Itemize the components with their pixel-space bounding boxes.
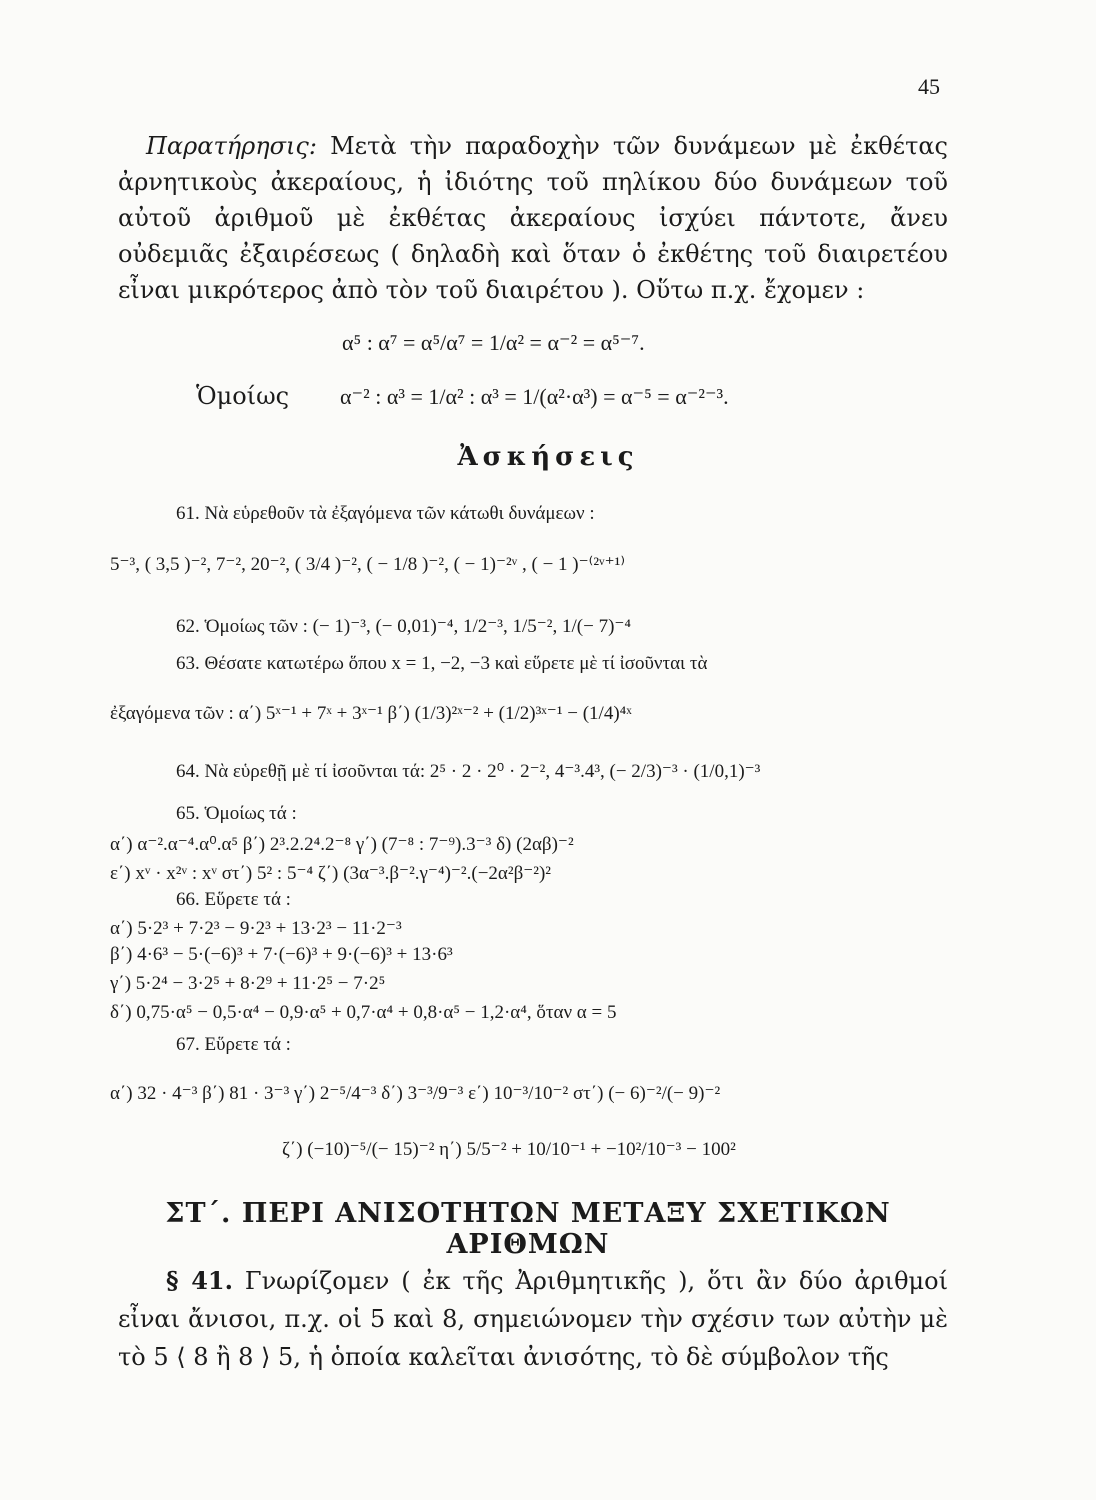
section-title: ΣΤ΄. ΠΕΡΙ ΑΝΙΣΟΤΗΤΩΝ ΜΕΤΑΞΥ ΣΧΕΤΙΚΩΝ ΑΡΙΘΜΩΝ — [165, 1198, 891, 1260]
exercises-heading: Ἀσκήσεις — [457, 442, 639, 472]
remark-paragraph — [118, 128, 948, 308]
remark-text: Μετὰ τὴν παραδοχὴν τῶν δυνάμεων μὲ ἐκθέτας ἀρνητικοὺς ἀκεραίους, ἡ ἰδιότης τοῦ πηλίκου δύο δυνάμεων τοῦ αὐτοῦ ἀριθμοῦ μὲ ἐκθέτας ἀκεραίους ἰσχύει πάντοτε, ἄνευ οὐδεμιᾶς ἐξαιρέσεως ( δηλαδὴ καὶ ὅταν ὁ ἐκθέτης τοῦ διαιρετέου εἶναι μικρότερος ἀπὸ τὸν τοῦ διαιρέτου ). Οὕτω π.χ. ἔχομεν : — [118, 132, 948, 304]
formula-similarly-label: Ὁμοίως — [196, 382, 290, 410]
exercise-66-a: α΄) 5·2³ + 7·2³ − 9·2³ + 13·2³ − 11·2⁻³ — [110, 918, 402, 939]
exercise-65-row-1: α΄) α⁻².α⁻⁴.α⁰.α⁵ β΄) 2³.2.2⁴.2⁻⁸ γ΄) (7⁻⁸ : 7⁻⁹).3⁻³ δ) (2αβ)⁻² — [110, 834, 574, 855]
exercise-62: 62. Ὁμοίως τῶν : (− 1)⁻³, (− 0,01)⁻⁴, 1/2⁻³, 1/5⁻², 1/(− 7)⁻⁴ — [176, 616, 632, 637]
exercise-67-row-1: α΄) 32 · 4⁻³ β΄) 81 · 3⁻³ γ΄) 2⁻⁵/4⁻³ δ΄) 3⁻³/9⁻³ ε΄) 10⁻³/10⁻² στ΄) (− 6)⁻²/(− 9)⁻² — [110, 1083, 721, 1104]
exercise-61-items: 5⁻³, ( 3,5 )⁻², 7⁻², 20⁻², ( 3/4 )⁻², ( − 1/8 )⁻², ( − 1)⁻²ᵛ , ( − 1 )⁻⁽²ᵛ⁺¹⁾ — [110, 554, 626, 575]
exercise-65-row-2: ε΄) xᵛ · x²ᵛ : xᵛ στ΄) 5² : 5⁻⁴ ζ΄) (3α⁻³.β⁻².γ⁻⁴)⁻².(−2α²β⁻²)² — [110, 863, 551, 884]
exercise-67: 67. Εὕρετε τά : — [176, 1034, 291, 1055]
section-text: Γνωρίζομεν ( ἐκ τῆς Ἀριθμητικῆς ), ὅτι ἂν δύο ἀριθμοί εἶναι ἄνισοι, π.χ. οἱ 5 καὶ 8, σημειώνομεν τὴν σχέσιν των αὐτὴν μὲ τὸ 5 ⟨ 8 ἢ 8 ⟩ 5, ἡ ὁποία καλεῖται ἀνισότης, τὸ δὲ σύμβολον τῆς — [118, 1267, 948, 1371]
exercise-66-b: β΄) 4·6³ − 5·(−6)³ + 7·(−6)³ + 9·(−6)³ + 13·6³ — [110, 944, 453, 965]
exercise-61: 61. Νὰ εὑρεθοῦν τὰ ἐξαγόμενα τῶν κάτωθι δυνάμεων : — [176, 503, 595, 524]
exercise-63: 63. Θέσατε κατωτέρω ὅπου x = 1, −2, −3 καὶ εὕρετε μὲ τί ἰσοῦνται τὰ — [176, 653, 708, 674]
page-number: 45 — [918, 74, 940, 99]
exercise-64: 64. Νὰ εὑρεθῇ μὲ τί ἰσοῦνται τά: 2⁵ · 2 · 2⁰ · 2⁻², 4⁻³.4³, (− 2/3)⁻³ · (1/0,1)⁻³ — [176, 761, 761, 782]
section-paragraph — [118, 1262, 948, 1376]
exercise-65: 65. Ὁμοίως τά : — [176, 803, 297, 824]
formula-similarly: α⁻² : α³ = 1/α² : α³ = 1/(α²·α³) = α⁻⁵ = α⁻²⁻³. — [340, 384, 729, 409]
formula-quotient: α⁵ : α⁷ = α⁵/α⁷ = 1/α² = α⁻² = α⁵⁻⁷. — [342, 330, 645, 355]
exercise-67-row-2: ζ΄) (−10)⁻⁵/(− 15)⁻² η΄) 5/5⁻² + 10/10⁻¹ + −10²/10⁻³ − 100² — [282, 1139, 736, 1160]
exercise-66: 66. Εὕρετε τά : — [176, 889, 291, 910]
exercise-66-d: δ΄) 0,75·α⁵ − 0,5·α⁴ − 0,9·α⁵ + 0,7·α⁴ + 0,8·α⁵ − 1,2·α⁴, ὅταν α = 5 — [110, 1002, 617, 1023]
exercise-66-c: γ΄) 5·2⁴ − 3·2⁵ + 8·2⁹ + 11·2⁵ − 7·2⁵ — [110, 973, 386, 994]
remark-label: Παρατήρησις: — [146, 132, 317, 160]
exercise-63-items: ἐξαγόμενα τῶν : α΄) 5ˣ⁻¹ + 7ˣ + 3ˣ⁻¹ β΄) (1/3)²ˣ⁻² + (1/2)³ˣ⁻¹ − (1/4)⁴ˣ — [110, 703, 632, 724]
section-mark: § 41. — [166, 1266, 233, 1295]
